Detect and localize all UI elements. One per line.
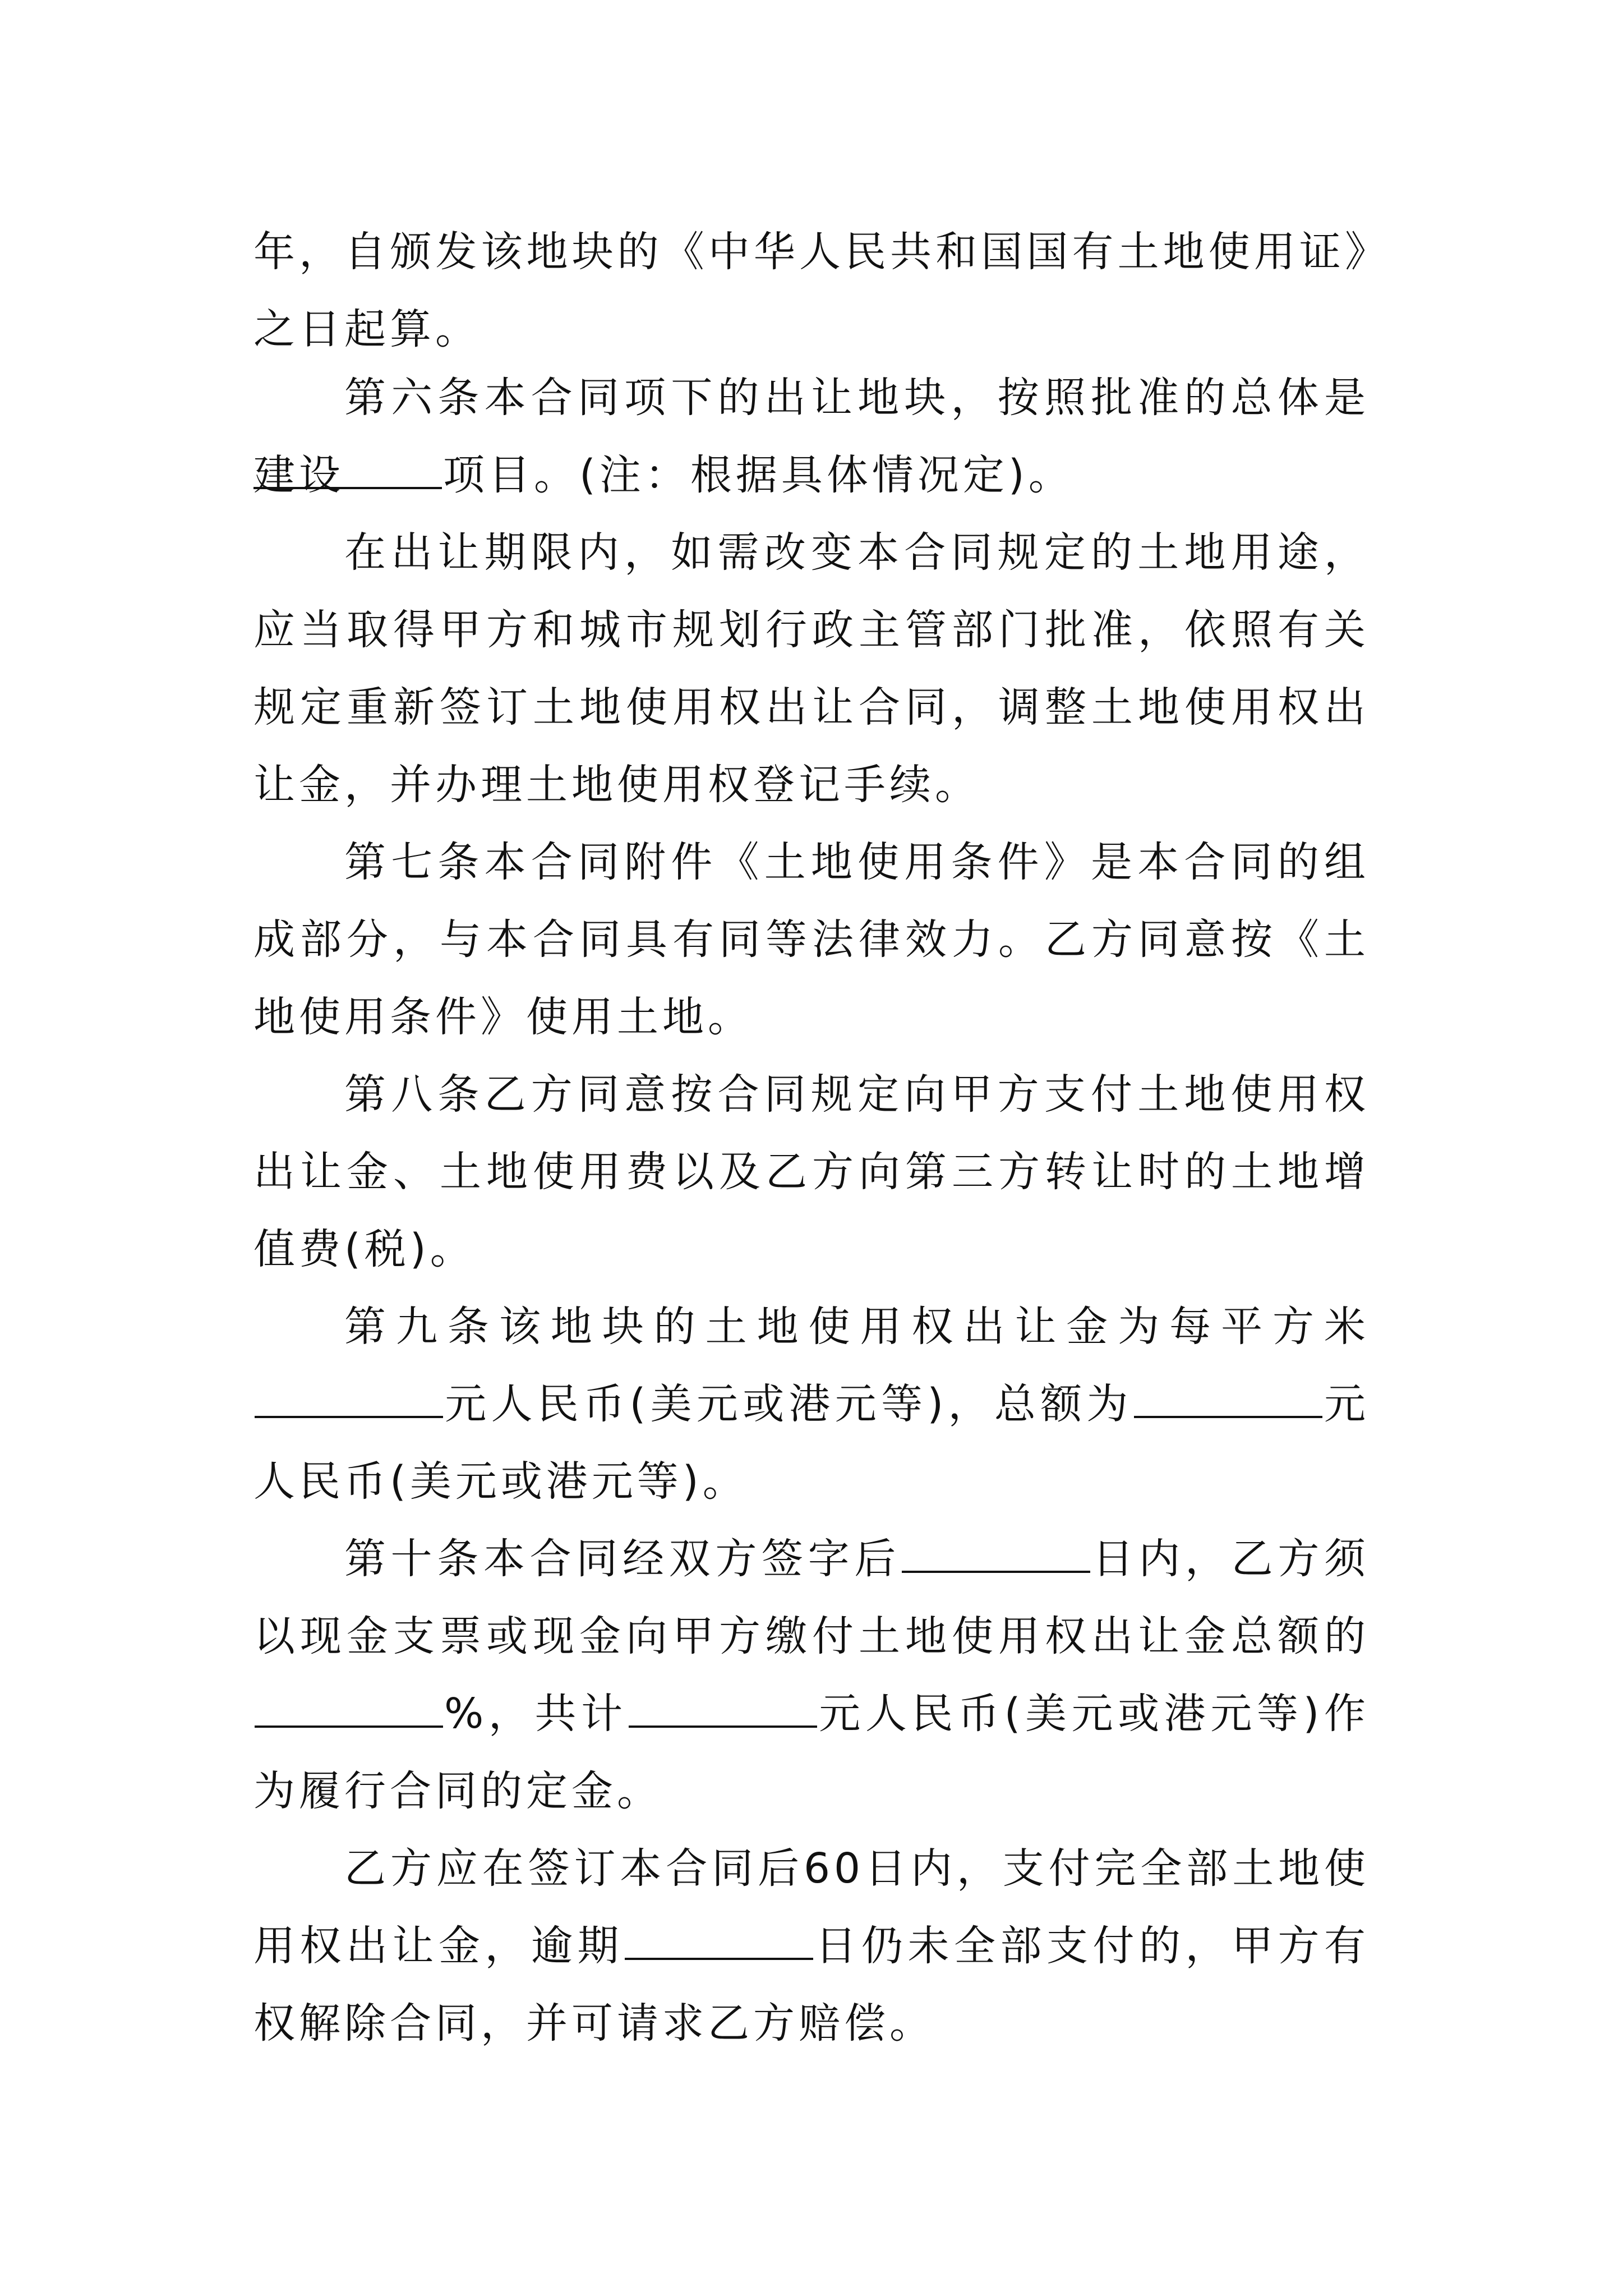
paragraph-text: 年，自颁发该地块的《中华人民共和国国有土地使用证》之日起算。 — [253, 228, 1370, 353]
fill-blank-total-amount[interactable] — [1134, 1381, 1322, 1418]
paragraph-land-use-change — [253, 514, 1370, 823]
paragraph-text: 日仍未全部支付的，甲方有权解除合同，并可请求乙方赔偿。 — [253, 1922, 1370, 2047]
paragraph-article-10 — [253, 1520, 1370, 1830]
fill-blank-deposit[interactable] — [629, 1690, 817, 1728]
paragraph-term-start — [253, 213, 1370, 368]
paragraph-text: 第九条该地块的土地使用权出让金为每平方米 — [344, 1303, 1370, 1351]
fill-blank-project[interactable] — [253, 452, 442, 489]
paragraph-text: 第十条本合同经双方签字后 — [344, 1535, 901, 1583]
fill-blank-days[interactable] — [902, 1535, 1090, 1573]
paragraph-article-9 — [253, 1288, 1370, 1520]
paragraph-text: 元人民币(美元或港元等)。 — [253, 1380, 1370, 1506]
paragraph-text: 日内，乙方须以现金支票或现金向甲方缴付土地使用权出让金总额的 — [253, 1535, 1370, 1660]
paragraph-article-8 — [253, 1056, 1370, 1288]
paragraph-text: 元人民币(美元或港元等)作为履行合同的定金。 — [253, 1690, 1370, 1815]
fill-blank-unit-price[interactable] — [255, 1381, 443, 1418]
paragraph-article-6-continued — [253, 436, 1370, 514]
paragraph-payment-deadline — [253, 1830, 1370, 2062]
paragraph-article-7 — [253, 823, 1370, 1056]
fill-blank-overdue-days[interactable] — [625, 1922, 813, 1960]
paragraph-text: 在出让期限内，如需改变本合同规定的土地用途，应当取得甲方和城市规划行政主管部门批准，依照有关规定重新签订土地使用权出让合同，调整土地使用权出让金，并办理土地使用权登记手续。 — [253, 528, 1370, 809]
paragraph-text: 元人民币(美元或港元等)，总额为 — [444, 1380, 1133, 1428]
paragraph-text: %，共计 — [444, 1690, 628, 1738]
paragraph-text: 第六条本合同项下的出让地块，按照批准的总体是建设 — [253, 374, 1370, 499]
paragraph-text: 项目。(注：根据具体情况定)。 — [443, 451, 1074, 499]
paragraph-text: 第七条本合同附件《土地使用条件》是本合同的组成部分，与本合同具有同等法律效力。乙方同意按《土地使用条件》使用土地。 — [253, 838, 1370, 1041]
fill-blank-percent[interactable] — [255, 1690, 443, 1728]
paragraph-text: 第八条乙方同意按合同规定向甲方支付土地使用权出让金、土地使用费以及乙方向第三方转让时的土地增值费(税)。 — [253, 1070, 1370, 1273]
paragraph-text: 乙方应在签订本合同后60日内，支付完全部土地使用权出让金，逾期 — [253, 1844, 1370, 1970]
